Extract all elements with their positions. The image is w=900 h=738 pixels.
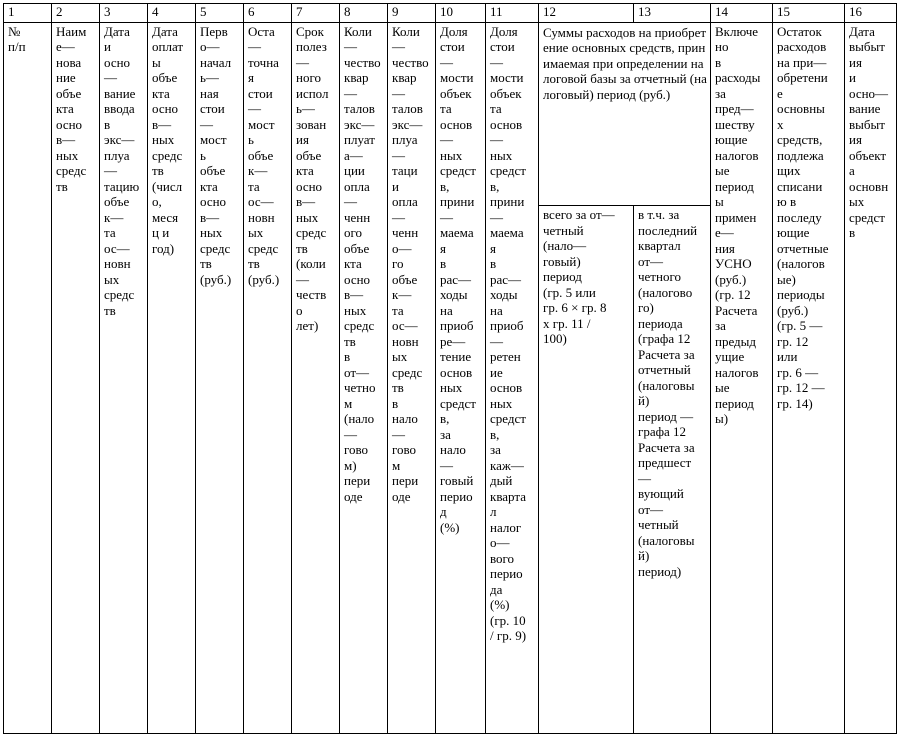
header-share-per-quarter: Доля стои — мости объек та основ — ных средст в, прини — маема я в рас— ходы на приоб — ретен ие основ ных средст в, за каж— дый кварта л налог о— вого перио да (%) (гр. 10 / гр. 9) — [486, 22, 539, 733]
header-commissioning-date: Дата и осно — вание ввода в экс— плуа — тацию объе к— та ос— новн ых средс тв — [100, 22, 148, 733]
column-number: 8 — [340, 4, 388, 23]
column-number: 3 — [100, 4, 148, 23]
column-number-row — [4, 4, 897, 23]
header-asset-name: Наим е— нова ние объе кта осно в— ных средс тв — [52, 22, 100, 733]
header-row — [4, 22, 897, 206]
header-payment-date: Дата оплат ы объе кта осно в— ных средс тв (числ о, меся ц и год) — [148, 22, 196, 733]
header-row-number: № п/п — [4, 22, 52, 733]
header-disposal-date: Дата выбыт ия и осно— вание выбыт ия объект а основн ых средст в — [845, 22, 897, 733]
header-residual-cost: Оста — точна я стои — мост ь объе к— та ос— новн ых средс тв (руб.) — [244, 22, 292, 733]
header-total-reporting-period: всего за от— четный (нало— говый) период (гр. 5 или гр. 6 × гр. 8 х гр. 11 / 100) — [539, 206, 634, 734]
column-number: 2 — [52, 4, 100, 23]
column-number: 9 — [388, 4, 436, 23]
header-last-quarter: в т.ч. за последний квартал от— четного (налогово го) периода (графа 12 Расчета за отчетный (налоговы й) период — графа 12 Расчета за предшест — вующий от— четный (налоговы й) период) — [634, 206, 711, 734]
column-number: 7 — [292, 4, 340, 23]
column-number: 6 — [244, 4, 292, 23]
header-useful-life: Срок полез — ного испол ь— зован ия объе кта осно в— ных средс тв (коли — честв о лет) — [292, 22, 340, 733]
column-number: 12 — [539, 4, 634, 23]
column-number: 13 — [634, 4, 711, 23]
column-number: 10 — [436, 4, 486, 23]
column-number: 5 — [196, 4, 244, 23]
column-number: 4 — [148, 4, 196, 23]
header-quarters-reporting: Коли — чество квар — талов экс— плуат а— ции опла — ченн ого объе кта осно в— ных средс тв в от— четно м (нало — гово м) пери оде — [340, 22, 388, 733]
column-number: 16 — [845, 4, 897, 23]
header-initial-cost: Перв о— начал ь— ная стои — мост ь объе кта осно в— ных средс тв (руб.) — [196, 22, 244, 733]
column-number: 14 — [711, 4, 773, 23]
fixed-assets-table — [3, 3, 897, 734]
column-number: 15 — [773, 4, 845, 23]
header-remaining-expenses: Остаток расходов на при— обретени е основны х средств, подлежа щих списани ю в последу ющие отчетные (налогов ые) периоды (руб.) (гр. 5 — гр. 12 или гр. 6 — гр. 12 — гр. 14) — [773, 22, 845, 733]
column-number: 11 — [486, 4, 539, 23]
header-previous-periods: Включе но в расходы за пред— шеству ющие налогов ые период ы примен е— ния УСНО (руб.) (гр. 12 Расчета за предыд ущие налогов ые период ы) — [711, 22, 773, 733]
header-expense-sums-group: Суммы расходов на приобретение основных средств, принимаемая при определении налоговой базы за отчетный (налоговый) период (руб.) — [539, 22, 711, 206]
header-share-tax-period: Доля стои — мости объек та основ — ных средст в, прини — маема я в рас— ходы на приоб ре— тение основ ных средст в, за нало — говый перио д (%) — [436, 22, 486, 733]
column-number: 1 — [4, 4, 52, 23]
header-quarters-tax: Коли — чество квар — талов экс— плуа — таци и опла — ченн о— го объе к— та ос— новн ых средс тв в нало — гово м пери оде — [388, 22, 436, 733]
